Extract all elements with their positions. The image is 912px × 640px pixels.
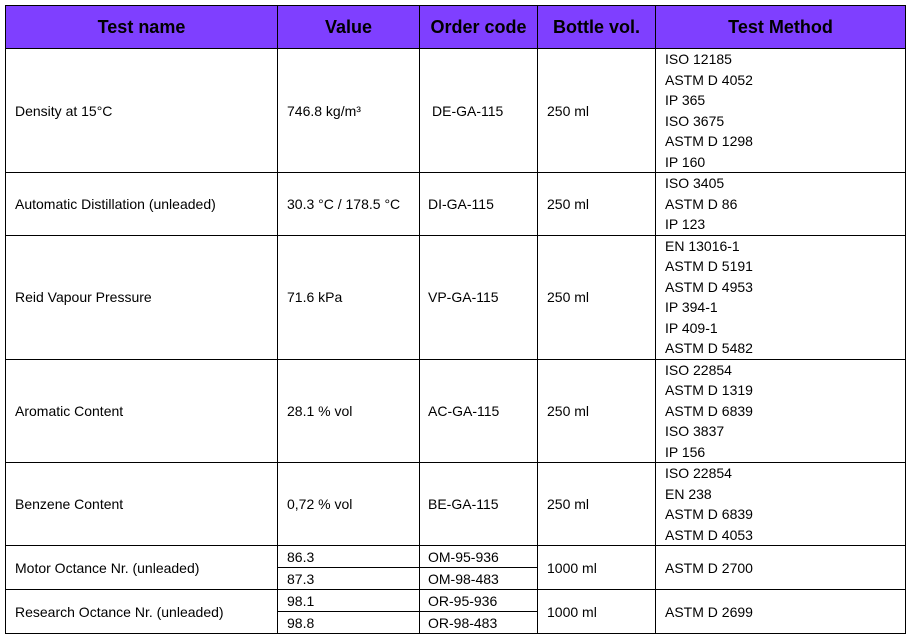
test-name-cell: Aromatic Content	[6, 359, 278, 463]
test-method-cell	[656, 463, 906, 546]
table-row	[6, 546, 906, 568]
test-method-cell	[656, 235, 906, 359]
test-method-cell	[656, 49, 906, 173]
method-line: ASTM D 4953	[665, 278, 753, 295]
method-line: ASTM D 6839	[665, 506, 753, 522]
value-cell: 30.3 °C / 178.5 °C	[278, 173, 420, 236]
method-line: IP 394-1	[665, 299, 718, 315]
method-line: ISO 3837	[665, 423, 725, 439]
test-name-cell: Reid Vapour Pressure	[6, 235, 278, 359]
value-cell: 98.1	[278, 590, 420, 612]
order-code-cell: DE-GA-115	[420, 49, 538, 173]
method-line: IP 365	[665, 92, 706, 108]
method-line: IP 409-1	[665, 319, 718, 336]
value-cell: 86.3	[278, 546, 420, 568]
value-cell: 71.6 kPa	[278, 235, 420, 359]
test-method-cell: ASTM D 2700	[656, 546, 906, 590]
test-method-cell	[656, 173, 906, 236]
test-method-cell	[656, 359, 906, 463]
method-line: ISO 3675	[665, 112, 725, 129]
method-line: ISO 3405	[665, 175, 725, 191]
test-name-cell: Automatic Distillation (unleaded)	[6, 173, 278, 236]
table-row	[6, 590, 906, 612]
method-line: ASTM D 1319	[665, 382, 753, 398]
table-row	[6, 49, 906, 173]
value-cell: 98.8	[278, 612, 420, 634]
order-code-cell: OM-95-936	[420, 546, 538, 568]
table-row	[6, 173, 906, 236]
test-name-cell: Density at 15°C	[6, 49, 278, 173]
bottle-vol-cell: 250 ml	[538, 49, 656, 173]
method-line: ISO 12185	[665, 51, 732, 67]
test-name-cell: Motor Octance Nr. (unleaded)	[6, 546, 278, 590]
method-line: ASTM D 1298	[665, 133, 753, 149]
method-line: IP 160	[665, 153, 706, 170]
method-line: EN 13016-1	[665, 237, 740, 254]
method-line: IP 123	[665, 216, 706, 232]
header-value: Value	[278, 6, 420, 49]
order-code-cell: OR-95-936	[420, 590, 538, 612]
method-line: ASTM D 4053	[665, 526, 753, 543]
value-cell: 0,72 % vol	[278, 463, 420, 546]
method-line: ISO 22854	[665, 361, 732, 378]
header-test-method: Test Method	[656, 6, 906, 49]
table-row	[6, 463, 906, 546]
order-code-cell: DI-GA-115	[420, 173, 538, 236]
test-name-cell: Research Octance Nr. (unleaded)	[6, 590, 278, 634]
header-order-code: Order code	[420, 6, 538, 49]
bottle-vol-cell: 250 ml	[538, 235, 656, 359]
order-code-cell: OR-98-483	[420, 612, 538, 634]
method-line: ISO 22854	[665, 465, 732, 481]
bottle-vol-cell: 250 ml	[538, 173, 656, 236]
test-name-cell: Benzene Content	[6, 463, 278, 546]
method-line: ASTM D 4052	[665, 71, 753, 88]
method-line: EN 238	[665, 485, 712, 502]
bottle-vol-cell: 1000 ml	[538, 546, 656, 590]
order-code-cell: BE-GA-115	[420, 463, 538, 546]
header-test-name: Test name	[6, 6, 278, 49]
value-cell: 28.1 % vol	[278, 359, 420, 463]
bottle-vol-cell: 250 ml	[538, 463, 656, 546]
value-cell: 746.8 kg/m³	[278, 49, 420, 173]
method-line: ASTM D 5191	[665, 258, 753, 274]
method-line: ASTM D 6839	[665, 402, 753, 419]
bottle-vol-cell: 1000 ml	[538, 590, 656, 634]
method-line: ASTM D 86	[665, 195, 738, 212]
method-line: ASTM D 5482	[665, 340, 753, 356]
order-code-cell: VP-GA-115	[420, 235, 538, 359]
table-row	[6, 235, 906, 359]
method-line: IP 156	[665, 443, 706, 460]
test-table-container	[5, 5, 906, 634]
table-header-row	[6, 6, 906, 49]
value-cell: 87.3	[278, 568, 420, 590]
bottle-vol-cell: 250 ml	[538, 359, 656, 463]
order-code-cell: AC-GA-115	[420, 359, 538, 463]
test-table	[5, 5, 906, 634]
header-bottle-vol: Bottle vol.	[538, 6, 656, 49]
table-row	[6, 359, 906, 463]
order-code-cell: OM-98-483	[420, 568, 538, 590]
test-method-cell: ASTM D 2699	[656, 590, 906, 634]
